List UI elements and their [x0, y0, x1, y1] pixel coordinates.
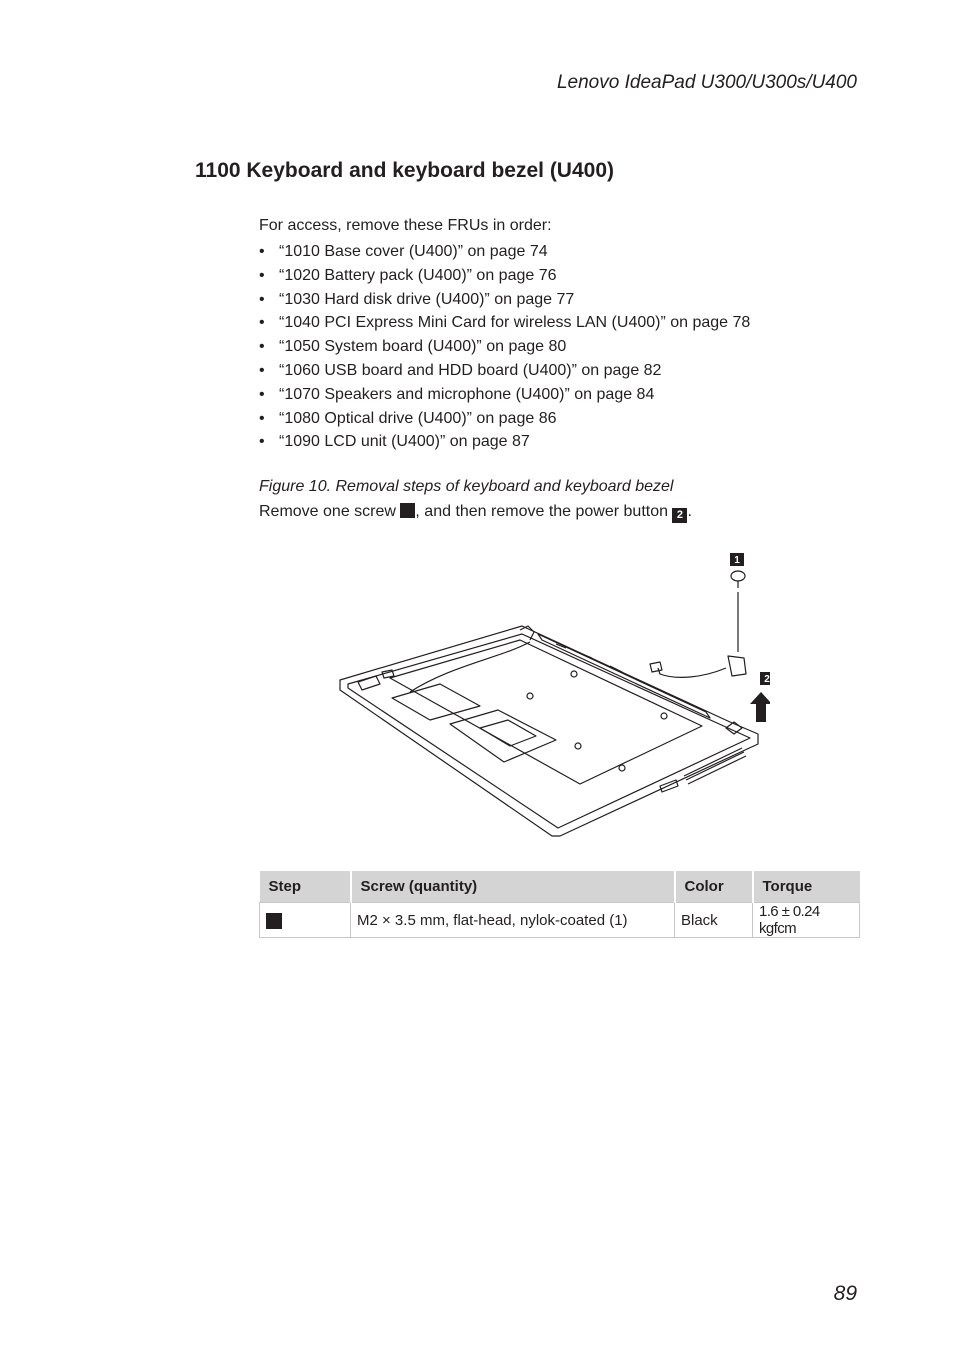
list-item — [259, 359, 750, 383]
fru-link[interactable]: “1040 PCI Express Mini Card for wireless LAN (U400)” on page 78 — [279, 314, 751, 332]
bullet: • — [259, 409, 265, 427]
list-item — [259, 407, 750, 431]
instruction-text: Remove one screw — [259, 503, 396, 520]
bezel-panel — [390, 640, 702, 784]
screw-head — [731, 571, 745, 581]
fru-link[interactable]: “1020 Battery pack (U400)” on page 76 — [279, 266, 557, 284]
screw-cell: M2 × 3.5 mm, flat-head, nylok-coated (1) — [351, 903, 675, 938]
instruction-text: . — [687, 503, 692, 520]
bullet: • — [259, 361, 265, 379]
bullet: • — [259, 433, 265, 451]
intro-text: For access, remove these FRUs in order: — [259, 217, 552, 234]
page-number: 89 — [833, 1282, 857, 1305]
removal-diagram — [330, 548, 770, 848]
callout-1-box — [400, 503, 415, 518]
chassis-inner-edge — [348, 634, 750, 828]
fru-link[interactable]: “1080 Optical drive (U400)” on page 86 — [279, 409, 557, 427]
fru-link[interactable]: “1050 System board (U400)” on page 80 — [279, 338, 567, 356]
section-title: 1100 Keyboard and keyboard bezel (U400) — [195, 159, 615, 182]
callout-2-box: 2 — [672, 508, 687, 523]
chassis-outline — [340, 626, 758, 836]
bullet: • — [259, 266, 265, 284]
screw-boss — [527, 693, 533, 699]
palm-panel — [392, 684, 480, 720]
remove-arrow — [750, 692, 770, 722]
fru-link[interactable]: “1090 LCD unit (U400)” on page 87 — [279, 433, 530, 451]
fru-list — [259, 240, 750, 454]
power-button-cable — [658, 668, 726, 677]
screw-boss — [619, 765, 625, 771]
list-item — [259, 288, 750, 312]
table-header-row — [260, 871, 860, 903]
bullet: • — [259, 290, 265, 308]
step-1-box — [266, 913, 282, 929]
power-button-connector — [650, 662, 662, 672]
header-screw: Screw (quantity) — [351, 871, 675, 903]
fru-link[interactable]: “1010 Base cover (U400)” on page 74 — [279, 243, 548, 260]
figure-caption: Figure 10. Removal steps of keyboard and keyboard bezel — [259, 478, 674, 495]
torque-cell: 1.6 ± 0.24 kgfcm — [753, 903, 860, 938]
header-color: Color — [675, 871, 753, 903]
header-step: Step — [260, 871, 351, 903]
step-cell — [260, 903, 351, 938]
color-cell: Black — [675, 903, 753, 938]
power-button — [728, 656, 746, 676]
table-row — [260, 903, 860, 938]
screw-boss — [571, 671, 577, 677]
bullet: • — [259, 314, 265, 332]
bullet: • — [259, 338, 265, 356]
instruction-text: , and then remove the power button — [415, 503, 669, 520]
fru-link[interactable]: “1070 Speakers and microphone (U400)” on page 84 — [279, 385, 655, 403]
list-item — [259, 335, 750, 359]
screw-boss — [661, 713, 667, 719]
running-header: Lenovo IdeaPad U300/U300s/U400 — [556, 72, 857, 93]
fru-link[interactable]: “1030 Hard disk drive (U400)” on page 77 — [279, 290, 575, 308]
figure-instruction — [259, 503, 692, 523]
bullet: • — [259, 243, 265, 260]
diagram-callout-2: 2 — [764, 674, 770, 685]
header-torque: Torque — [753, 871, 860, 903]
list-item — [259, 311, 750, 335]
list-item — [259, 264, 750, 288]
screw-boss — [575, 743, 581, 749]
touchpad-inner — [480, 720, 536, 746]
left-bracket — [358, 676, 380, 690]
list-item — [259, 430, 750, 454]
diagram-callout-1: 1 — [734, 555, 740, 566]
screw-table — [259, 871, 860, 938]
touchpad — [450, 710, 556, 762]
bullet: • — [259, 385, 265, 403]
list-item — [259, 383, 750, 407]
list-item — [259, 240, 750, 264]
fru-link[interactable]: “1060 USB board and HDD board (U400)” on page 82 — [279, 361, 662, 379]
